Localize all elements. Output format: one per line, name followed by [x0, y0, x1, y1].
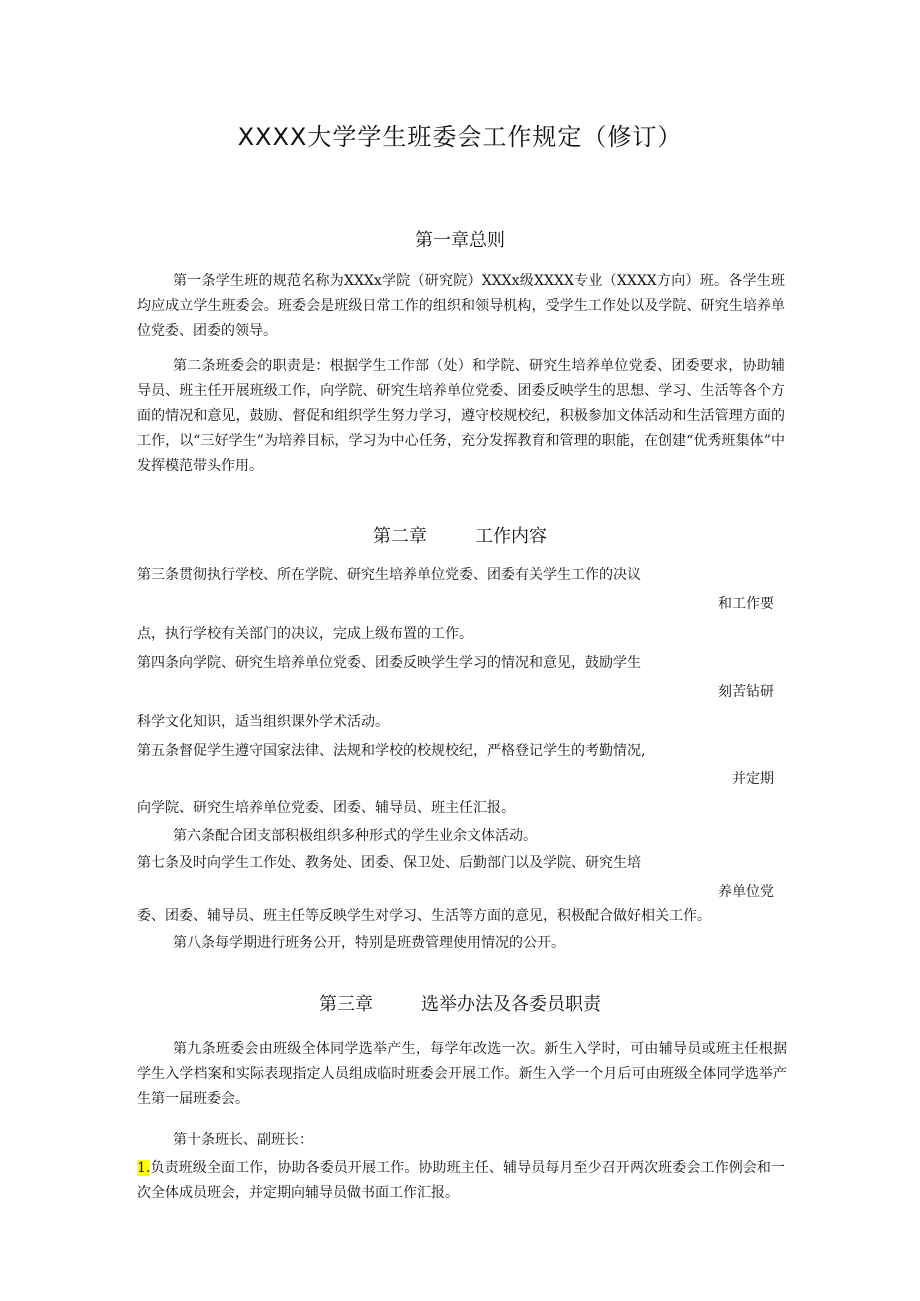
article-4-line-2: 刻苦钻研 — [718, 684, 774, 700]
article-7-line-2: 养单位党 — [718, 884, 774, 900]
article-10: 第十条班长、副班长： — [173, 1132, 313, 1148]
item-1-number: 1. — [137, 1160, 151, 1176]
article-9: 第九条班委会由班级全体同学选举产生，每学年改选一次。新生入学时，可由辅导员或班主任根据学生入学档案和实际表现指定人员组成临时班委会开展工作。新生入学一个月后可由班级全体同学选举产生第一届班委会。 — [137, 1041, 787, 1107]
document-title: XXXX大学学生班委会工作规定（修订） — [237, 123, 683, 151]
article-4-line-3: 科学文化知识，适当组织课外学术活动。 — [137, 714, 389, 730]
article-5-line-1: 第五条督促学生遵守国家法律、法规和学校的校规校纪，严格登记学生的考勤情况, — [137, 743, 646, 759]
article-5-line-3: 向学院、研究生培养单位党委、团委、辅导员、班主任汇报。 — [137, 800, 515, 816]
chapter-3-title: 选举办法及各委员职责 — [421, 994, 601, 1015]
article-3-line-2: 和工作要 — [718, 596, 774, 612]
article-10-item-1 — [137, 1156, 785, 1206]
chapter-1-heading: 第一章总则 — [415, 230, 505, 251]
article-8: 第八条每学期进行班务公开，特别是班费管理使用情况的公开。 — [173, 935, 565, 951]
chapter-3-number: 第三章 — [319, 994, 373, 1015]
article-3-line-3: 点，执行学校有关部门的决议，完成上级布置的工作。 — [137, 626, 473, 642]
chapter-3-heading — [0, 990, 920, 1016]
chapter-2-heading — [0, 522, 920, 548]
article-5-line-2: 并定期 — [732, 771, 774, 787]
article-7-line-1: 第七条及时向学生工作处、教务处、团委、保卫处、后勤部门以及学院、研究生培 — [137, 855, 641, 871]
chapter-2-number: 第二章 — [373, 526, 427, 547]
article-3-line-1: 第三条贯彻执行学校、所在学院、研究生培养单位党委、团委有关学生工作的决议 — [137, 567, 641, 583]
article-4-line-1: 第四条向学院、研究生培养单位党委、团委反映学生学习的情况和意见，鼓励学生 — [137, 655, 641, 671]
chapter-2-title: 工作内容 — [475, 526, 547, 547]
article-7-line-3: 委、团委、辅导员、班主任等反映学生对学习、生活等方面的意见，积极配合做好相关工作。 — [137, 908, 711, 924]
article-6: 第六条配合团支部积极组织多种形式的学生业余文体活动。 — [173, 828, 537, 844]
article-2: 第二条班委会的职责是：根据学生工作部（处）和学院、研究生培养单位党委、团委要求，协助辅导员、班主任开展班级工作，向学院、研究生培养单位党委、团委反映学生的思想、学习、生活等各个方面的情况和意见，鼓励、督促和组织学生努力学习，遵守校规校纪，积极参加文体活动和生活管理方面的工作，以“三好学生”为培养目标，学习为中心任务，充分发挥教育和管理的职能，在创建“优秀班集体”中发挥模范带头作用。 — [137, 358, 785, 474]
article-1: 第一条学生班的规范名称为XXXx学院（研究院）XXXx级XXXX专业（XXXX方向）班。各学生班均应成立学生班委会。班委会是班级日常工作的组织和领导机构，受学生工作处以及学院、研究生培养单位党委、团委的领导。 — [137, 273, 785, 339]
item-1-text: 负责班级全面工作，协助各委员开展工作。协助班主任、辅导员每月至少召开两次班委会工作例会和一次全体成员班会，并定期向辅导员做书面工作汇报。 — [137, 1160, 785, 1201]
